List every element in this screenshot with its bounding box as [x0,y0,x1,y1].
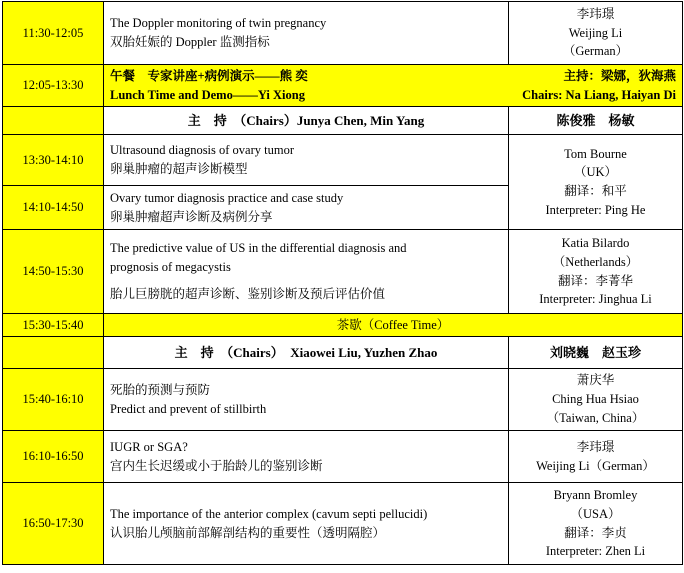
lunch-cell [104,65,683,107]
topic-cell [104,135,509,186]
lunch-title: 午餐 专家讲座+病例演示——熊 奕 [110,68,308,83]
topic-line: IUGR or SGA? [110,439,188,454]
speaker-cell [509,2,683,65]
table-row [3,314,683,337]
speaker-line: 萧庆华 [576,373,615,388]
speaker-line: 李玮璟 [576,439,615,454]
chair-names: 陈俊雅 杨敏 [509,107,683,135]
topic-line: prognosis of megacystis [110,260,231,275]
speaker-line: （Taiwan, China） [546,410,645,425]
topic-line: 卵巢肿瘤的超声诊断模型 [110,162,248,176]
table-row [3,135,683,186]
topic-line: 宫内生长迟缓或小于胎龄儿的鉴别诊断 [110,458,323,473]
schedule-table [2,1,683,565]
speaker-line: 翻译：李贞 [564,525,627,540]
speaker-cell [509,431,683,483]
topic-line: 胎儿巨膀胱的超声诊断、鉴别诊断及预后评估价值 [110,286,386,301]
speaker-cell [509,230,683,314]
speaker-line: 李玮璟 [576,6,615,21]
speaker-cell [509,483,683,565]
topic-line: 死胎的预测与预防 [110,382,211,397]
time-cell: 13:30-14:10 [3,135,104,186]
speaker-line: （UK） [573,165,618,180]
topic-cell [104,2,509,65]
topic-line: Ultrasound diagnosis of ovary tumor [110,143,295,158]
speaker-line: Interpreter: Jinghua Li [539,292,652,307]
topic-line: Ovary tumor diagnosis practice and case study [110,190,344,205]
lunch-chairs-cn: 主持：梁娜，狄海燕 [563,68,676,83]
topic-line: The Doppler monitoring of twin pregnancy [110,16,327,31]
break-cell: 茶歇（Coffee Time） [104,314,683,337]
time-cell: 15:40-16:10 [3,369,104,431]
chair-row [3,107,683,135]
table-row [3,369,683,431]
topic-line: 双胎妊娠的 Doppler 监测指标 [110,35,270,49]
topic-line: The importance of the anterior complex (cavum septi pellucidi) [110,506,428,521]
table-row [3,65,683,107]
time-cell: 15:30-15:40 [3,314,104,337]
time-cell [3,337,104,369]
topic-cell [104,230,509,314]
topic-line: The predictive value of US in the differential diagnosis and [110,241,407,256]
time-cell: 12:05-13:30 [3,65,104,107]
speaker-line: 翻译：和平 [564,184,627,198]
table-row [3,431,683,483]
topic-cell [104,483,509,565]
speaker-line: Interpreter: Ping He [545,202,646,217]
time-cell [3,107,104,135]
speaker-line: （German） [562,44,629,59]
speaker-line: （USA） [570,506,621,521]
speaker-line: Bryann Bromley [553,488,638,502]
chair-label: 主 持 （Chairs）Junya Chen, Min Yang [104,107,509,135]
topic-line: 卵巢肿瘤超声诊断及病例分享 [110,209,273,224]
speaker-line: 翻译：李菁华 [557,273,633,288]
table-row [3,230,683,314]
speaker-line: Weijing Li [568,25,623,40]
time-cell: 16:10-16:50 [3,431,104,483]
time-cell: 14:10-14:50 [3,186,104,230]
table-row [3,483,683,565]
speaker-line: Weijing Li（German） [536,458,655,473]
time-cell: 14:50-15:30 [3,230,104,314]
chair-row [3,337,683,369]
speaker-line: Interpreter: Zhen Li [545,544,646,559]
chair-names: 刘晓巍 赵玉珍 [509,337,683,369]
time-cell: 16:50-17:30 [3,483,104,565]
topic-cell [104,431,509,483]
spacer [110,277,502,285]
lunch-line-1 [110,67,676,86]
speaker-line: Ching Hua Hsiao [552,392,639,407]
topic-cell [104,369,509,431]
time-cell: 11:30-12:05 [3,2,104,65]
lunch-line-2 [110,86,676,105]
speaker-line: Tom Bourne [564,146,627,161]
speaker-cell [509,369,683,431]
table-row [3,2,683,65]
lunch-chairs-en: Chairs: Na Liang, Haiyan Di [522,87,676,102]
speaker-line: Katia Bilardo [561,236,630,250]
lunch-title-en: Lunch Time and Demo——Yi Xiong [110,87,305,102]
topic-line: 认识胎儿颅脑前部解剖结构的重要性（透明隔腔） [110,525,386,540]
speaker-line: （Netherlands） [552,254,639,269]
topic-line: Predict and prevent of stillbirth [110,401,267,416]
chair-label: 主 持 （Chairs） Xiaowei Liu, Yuzhen Zhao [104,337,509,369]
topic-cell [104,186,509,230]
speaker-cell [509,135,683,230]
